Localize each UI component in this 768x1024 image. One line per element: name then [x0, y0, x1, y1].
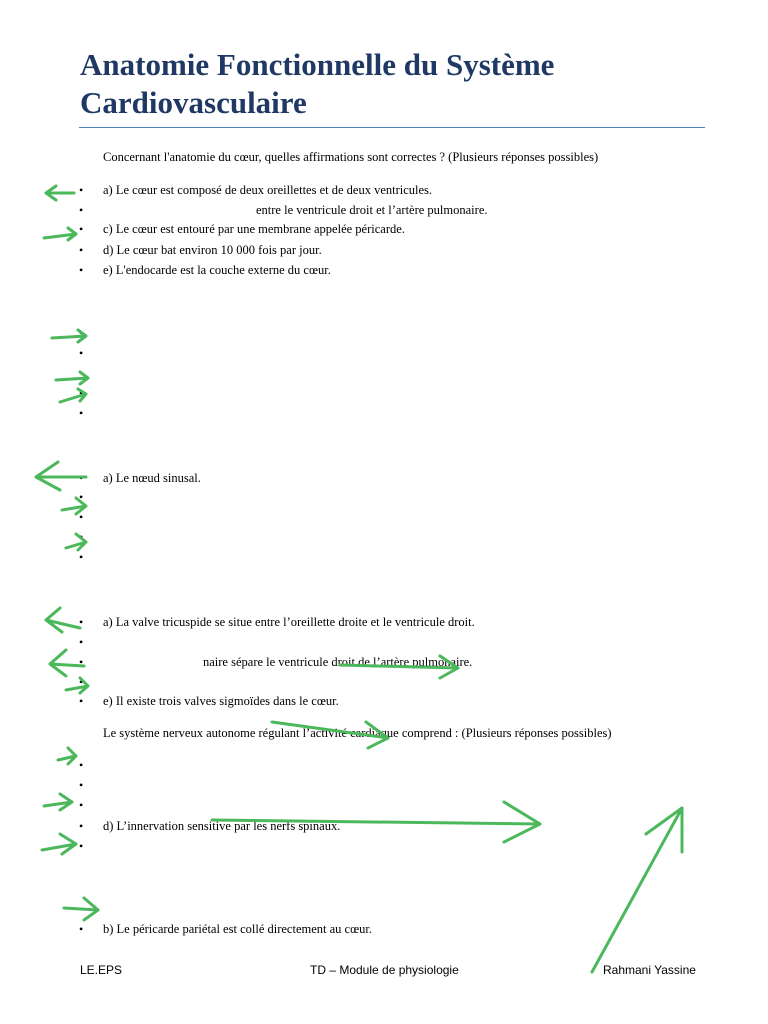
- arrow-right-annotation: [44, 228, 76, 240]
- q1-option-b-fragment: entre le ventricule droit et l’artère pulmonaire.: [256, 203, 488, 217]
- footer-right: Rahmani Yassine: [603, 963, 696, 977]
- question-1-prompt: Concernant l'anatomie du cœur, quelles affirmations sont correctes ? (Plusieurs réponses possibles): [103, 150, 599, 164]
- arrow-right-annotation: [66, 678, 88, 693]
- bullet: •: [79, 366, 84, 380]
- bullet: •: [79, 615, 84, 629]
- bullet: •: [79, 902, 84, 916]
- q4-option-a: a) La valve tricuspide se situe entre l’oreillette droite et le ventricule droit.: [103, 615, 475, 629]
- arrow-left-annotation: [46, 186, 74, 200]
- bullet: •: [79, 675, 84, 689]
- bullet: •: [79, 406, 84, 420]
- arrow-left-annotation: [46, 608, 80, 632]
- bullet: •: [79, 346, 84, 360]
- bullet: •: [79, 243, 84, 257]
- q1-option-a: a) Le cœur est composé de deux oreillettes et de deux ventricules.: [103, 183, 433, 197]
- bullet: •: [79, 510, 84, 524]
- bullet: •: [79, 550, 84, 564]
- title-divider: [79, 127, 705, 128]
- footer-center: TD – Module de physiologie: [310, 963, 459, 977]
- bullet: •: [79, 798, 84, 812]
- bullet: •: [79, 922, 84, 936]
- q1-option-d: d) Le cœur bat environ 10 000 fois par jour.: [103, 243, 322, 257]
- bullet: •: [79, 778, 84, 792]
- arrow-right-annotation: [42, 834, 76, 854]
- q4-option-c-fragment: naire sépare le ventricule droit de l’artère pulmonaire.: [203, 655, 473, 669]
- question-5-prompt: Le système nerveux autonome régulant l’activité cardiaque comprend : (Plusieurs réponses possibles): [103, 726, 612, 740]
- bullet: •: [79, 839, 84, 853]
- bullet: •: [79, 758, 84, 772]
- footer-left: LE.EPS: [80, 963, 123, 977]
- q4-option-e: e) Il existe trois valves sigmoïdes dans le cœur.: [103, 694, 339, 708]
- q6-option-b: b) Le péricarde pariétal est collé directement au cœur.: [103, 922, 372, 936]
- bullet: •: [79, 326, 84, 340]
- bullet: •: [79, 471, 84, 485]
- bullet: •: [79, 183, 84, 197]
- bullet: •: [79, 635, 84, 649]
- bullet: •: [79, 819, 84, 833]
- arrow-up-annotation: [592, 808, 682, 972]
- bullet: •: [79, 263, 84, 277]
- arrow-right-annotation: [44, 794, 72, 810]
- arrow-right-annotation: [58, 748, 76, 764]
- page-title: Anatomie Fonctionnelle du Système Cardiovasculaire: [80, 47, 555, 120]
- bullet: •: [79, 655, 84, 669]
- q1-option-e: e) L'endocarde est la couche externe du cœur.: [103, 263, 331, 277]
- bullet: •: [79, 694, 84, 708]
- bullet: •: [79, 530, 84, 544]
- q3-option-a: a) Le nœud sinusal.: [103, 471, 201, 485]
- bullet: •: [79, 490, 84, 504]
- q1-option-c: c) Le cœur est entouré par une membrane appelée péricarde.: [103, 222, 405, 236]
- q5-option-d: d) L’innervation sensitive par les nerfs spinaux.: [103, 819, 341, 833]
- bullet: •: [79, 386, 84, 400]
- bullet: •: [79, 203, 84, 217]
- bullet: •: [79, 222, 84, 236]
